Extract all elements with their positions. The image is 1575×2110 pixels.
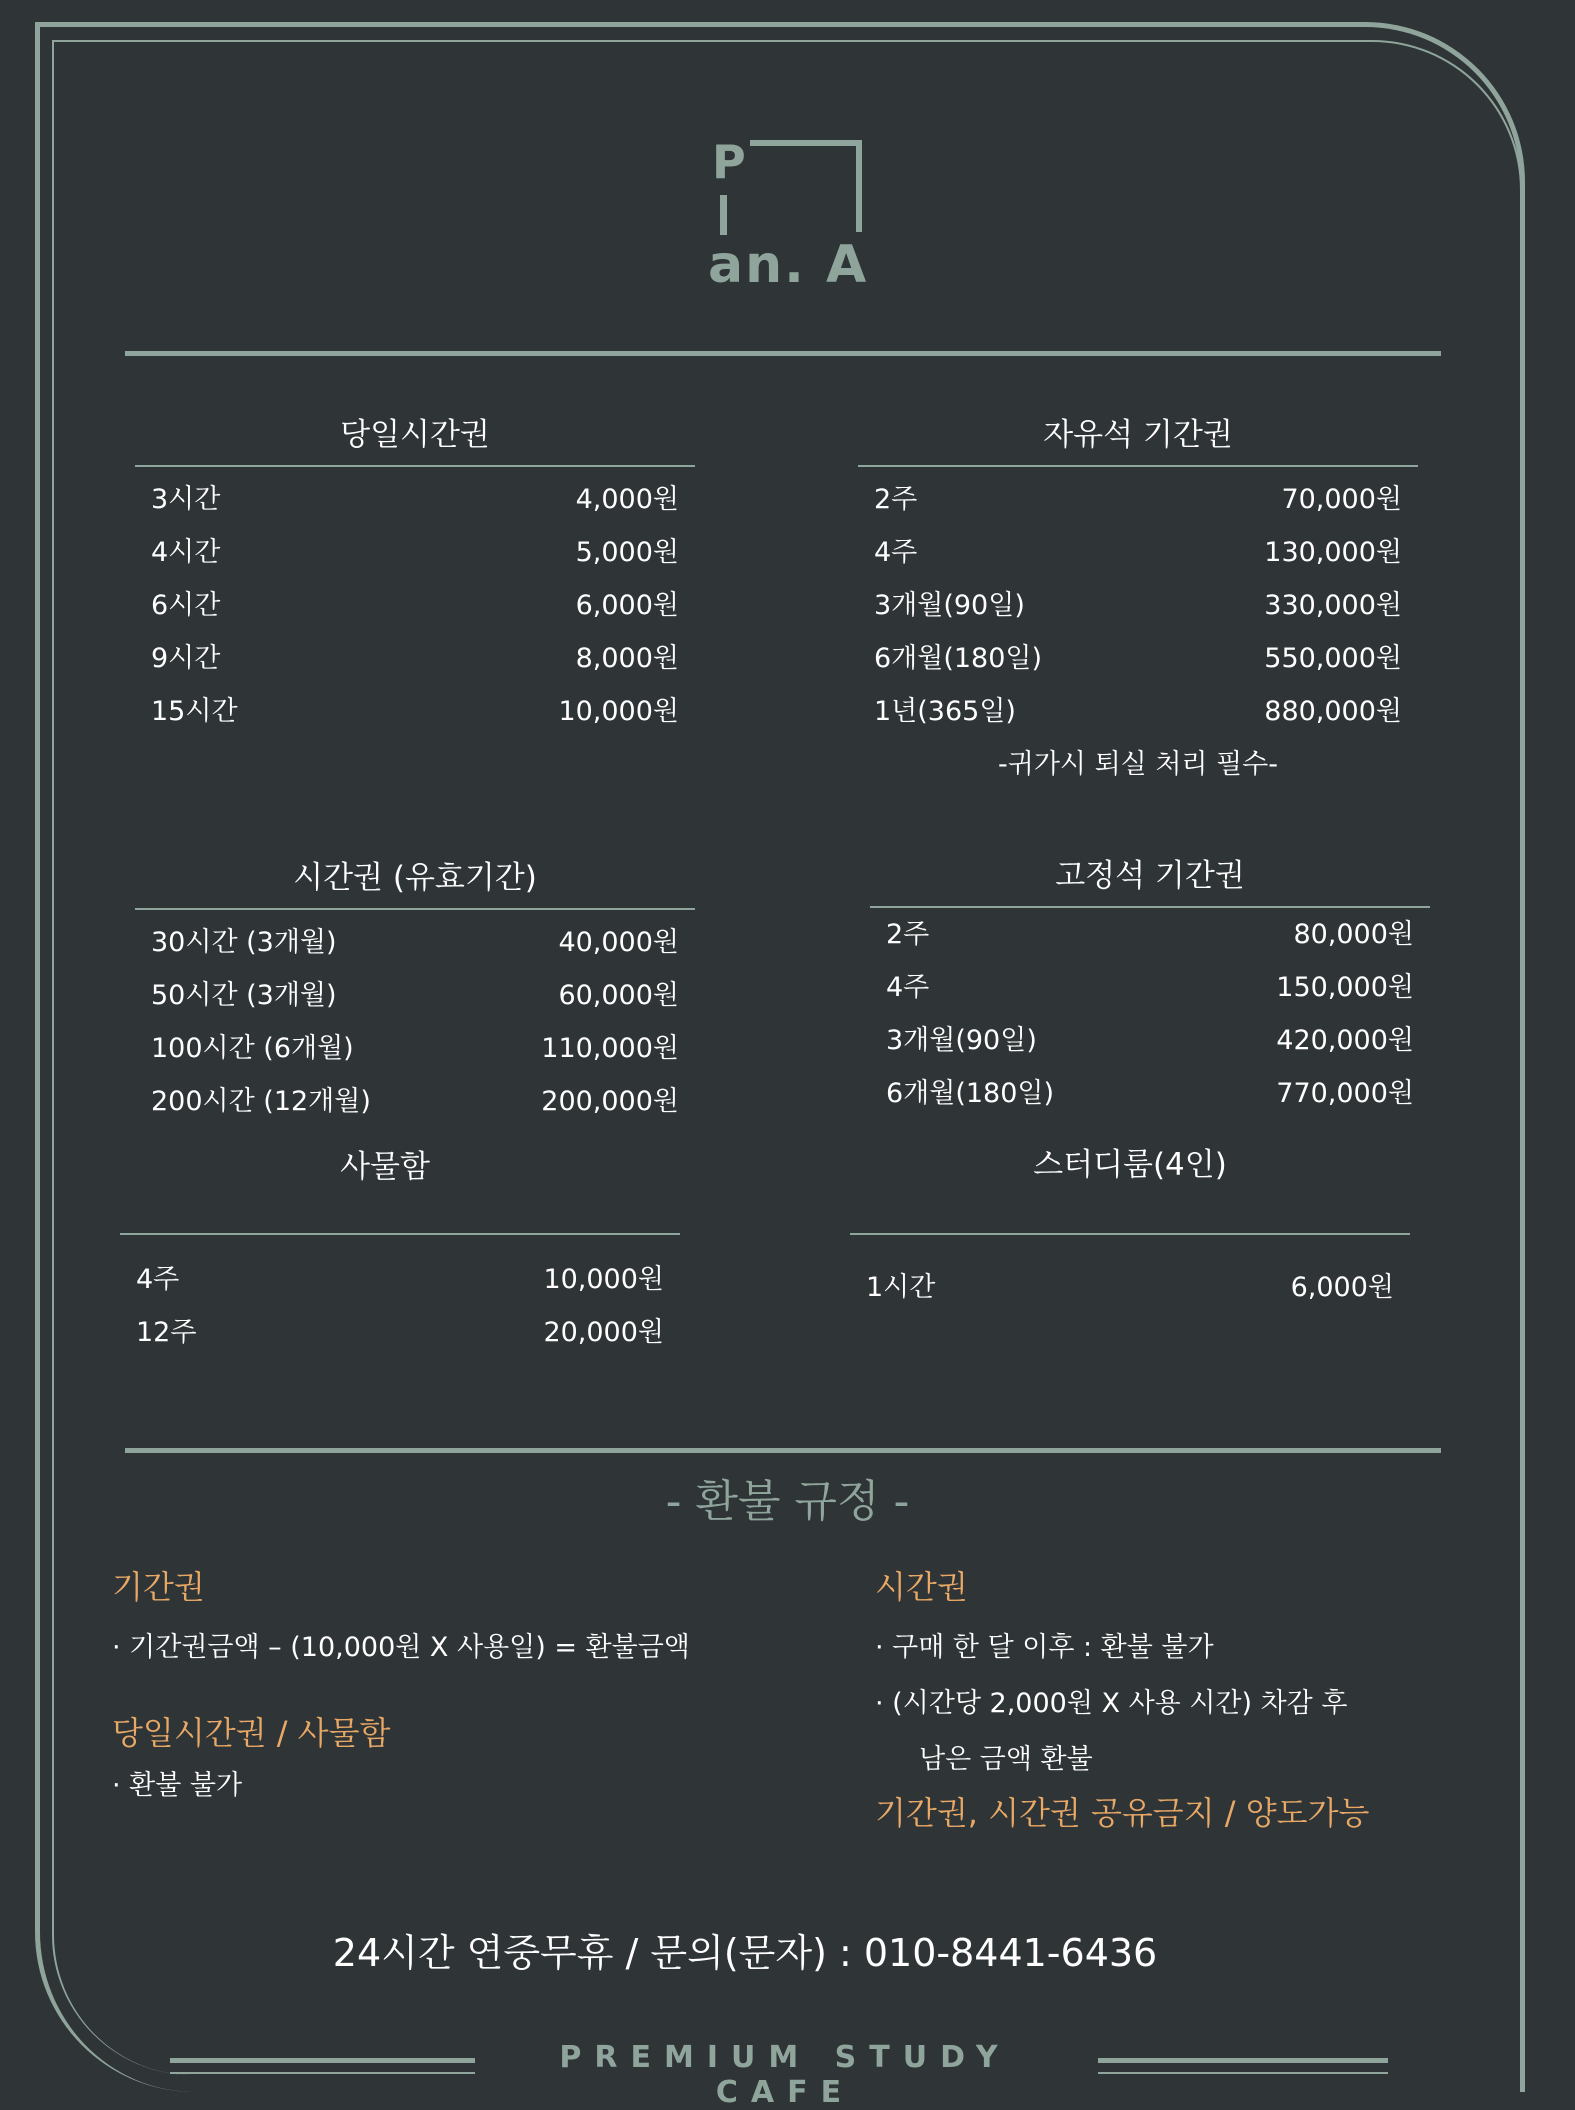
price-row: 6개월(180일) 550,000원 [874, 643, 1402, 674]
price-row: 12주 20,000원 [136, 1317, 664, 1348]
price-row: 6개월(180일) 770,000원 [886, 1078, 1414, 1109]
checkout-note: -귀가시 퇴실 처리 필수- [998, 749, 1278, 780]
section-time-pass [135, 856, 695, 1128]
refund-heading: 기간권 [112, 1568, 205, 1606]
refund-item: · (시간당 2,000원 X 사용 시간) 차감 후 [875, 1688, 1348, 1719]
price-row: 2주 80,000원 [886, 919, 1414, 950]
price-row: 100시간 (6개월) 110,000원 [151, 1033, 679, 1064]
logo-letter-p: P [712, 135, 746, 189]
logo-text: an. A [708, 235, 869, 295]
refund-item-continued: 남은 금액 환불 [919, 1744, 1093, 1775]
logo-corner-h [750, 140, 862, 146]
section-line [120, 1233, 680, 1235]
price-row: 50시간 (3개월) 60,000원 [151, 980, 679, 1011]
price-row: 9시간 8,000원 [151, 643, 679, 674]
refund-title: - 환불 규정 - [665, 1476, 910, 1527]
logo-corner-v [856, 140, 862, 232]
refund-item: · 구매 한 달 이후 : 환불 불가 [875, 1632, 1214, 1663]
section-daily [135, 413, 695, 738]
price-row: 4주 130,000원 [874, 537, 1402, 568]
logo [700, 135, 880, 295]
section-line [850, 1233, 1410, 1235]
price-row: 15시간 10,000원 [151, 696, 679, 727]
logo-bar [720, 195, 727, 235]
price-row: 1시간 6,000원 [866, 1272, 1394, 1303]
frame-bottom-right [1098, 2058, 1388, 2063]
section-line [135, 908, 695, 910]
price-row: 3개월(90일) 420,000원 [886, 1025, 1414, 1056]
refund-left [112, 1562, 832, 1814]
divider-top [125, 351, 1441, 356]
refund-item: · 환불 불가 [112, 1770, 243, 1801]
footer-brand: PREMIUM STUDY CAFE [559, 2040, 1011, 2110]
refund-heading: 기간권, 시간권 공유금지 / 양도가능 [875, 1794, 1370, 1832]
price-row: 200시간 (12개월) 200,000원 [151, 1086, 679, 1117]
divider-middle [125, 1448, 1441, 1453]
frame-bottom-left [170, 2058, 475, 2063]
price-row: 2주 70,000원 [874, 484, 1402, 515]
refund-heading: 당일시간권 / 사물함 [112, 1714, 391, 1752]
price-row: 3시간 4,000원 [151, 484, 679, 515]
contact-info: 24시간 연중무휴 / 문의(문자) : 010-8441-6436 [332, 1931, 1158, 1975]
section-free-seat [858, 413, 1418, 791]
section-fixed-seat [870, 854, 1430, 1120]
price-row: 1년(365일) 880,000원 [874, 696, 1402, 727]
section-line [858, 465, 1418, 467]
section-title: 자유석 기간권 [1043, 417, 1233, 453]
price-row: 30시간 (3개월) 40,000원 [151, 927, 679, 958]
section-study-room [850, 1143, 1410, 1314]
section-title: 고정석 기간권 [1055, 858, 1245, 894]
refund-right [875, 1562, 1495, 1838]
section-title: 시간권 (유효기간) [293, 860, 537, 896]
section-line [135, 465, 695, 467]
section-title: 사물함 [340, 1149, 430, 1185]
price-row: 6시간 6,000원 [151, 590, 679, 621]
refund-heading: 시간권 [875, 1568, 968, 1606]
frame-bottom-left-thin [170, 2072, 475, 2074]
price-row: 4주 150,000원 [886, 972, 1414, 1003]
section-title: 스터디룸(4인) [1033, 1147, 1227, 1183]
refund-item: · 기간권금액 – (10,000원 X 사용일) = 환불금액 [112, 1632, 690, 1663]
section-title: 당일시간권 [340, 417, 490, 453]
price-row: 4시간 5,000원 [151, 537, 679, 568]
price-row: 4주 10,000원 [136, 1264, 664, 1295]
section-locker [120, 1145, 680, 1359]
price-row: 3개월(90일) 330,000원 [874, 590, 1402, 621]
frame-bottom-right-thin [1098, 2072, 1388, 2074]
